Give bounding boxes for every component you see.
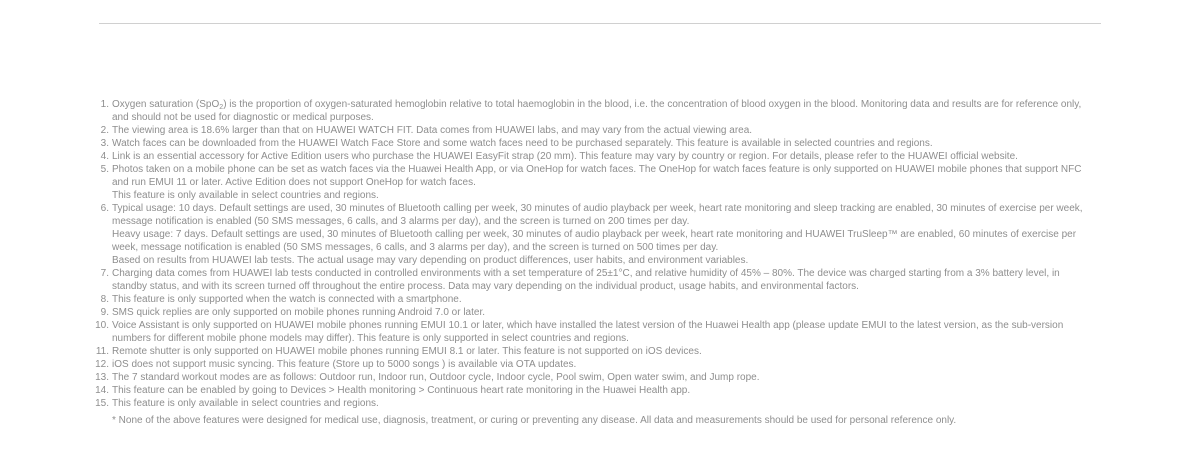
footnote-text: Voice Assistant is only supported on HUAWEI mobile phones running EMUI 10.1 or later, which have installed the latest version of the Huawei Health app (please update EMUI to the latest version, as the sub-version numbers for different mobile phone models may differ). This feature is only supported in select countries and regions.: [112, 320, 1064, 344]
footnote-text: Remote shutter is only supported on HUAWEI mobile phones running EMUI 8.1 or later. This feature is not supported on iOS devices.: [112, 346, 702, 357]
footnote-text: Typical usage: 10 days. Default settings are used, 30 minutes of Bluetooth calling per week, 30 minutes of audio playback per week, heart rate monitoring and sleep tracking are enabled, 30 minutes of exercise per week, message notification is enabled (50 SMS messages, 6 calls, and 3 alarms per day), and the screen is turned on 200 times per day.: [112, 203, 1083, 227]
footnote-number: 15.: [95, 398, 109, 409]
footnote-item: [100, 163, 1088, 202]
footnote-item: [100, 150, 1088, 163]
footnote-text: The 7 standard workout modes are as follows: Outdoor run, Indoor run, Outdoor cycle, Indoor cycle, Pool swim, Open water swim, and Jump rope.: [112, 372, 760, 383]
footnote-text: Watch faces can be downloaded from the HUAWEI Watch Face Store and some watch faces need to be purchased separately. This feature is available in selected countries and regions.: [112, 138, 933, 149]
footnote-number: 13.: [95, 372, 109, 383]
footnote-item: [95, 358, 1088, 371]
footnote-number: 10.: [95, 320, 109, 331]
footnote-number: 4.: [100, 151, 109, 162]
footnote-item: [95, 371, 1088, 384]
footnote-subscript: 2: [219, 104, 224, 111]
footnote-number: 12.: [95, 359, 109, 370]
footnote-number: 6.: [100, 203, 109, 214]
footnote-item: [100, 98, 1088, 124]
footnote-number: 7.: [100, 268, 109, 279]
footnote-item: [100, 137, 1088, 150]
footnote-text-start: Oxygen saturation (SpO: [112, 99, 220, 110]
footnote-text: This feature can be enabled by going to Devices > Health monitoring > Continuous heart rate monitoring in the Huawei Health app.: [112, 385, 691, 396]
footnote-text: Link is an essential accessory for Active Edition users who purchase the HUAWEI EasyFit strap (20 mm). This feature may vary by country or region. For details, please refer to the HUAWEI official website.: [112, 151, 1018, 162]
footnote-item: [95, 397, 1088, 410]
footnote-number: 5.: [100, 164, 109, 175]
footnote-text-end: ) is the proportion of oxygen-saturated hemoglobin relative to total haemoglobin in the blood, i.e. the concentration of blood oxygen in the blood. Monitoring data and results are for reference only, and should not be used for diagnostic or medical purposes.: [112, 99, 1082, 123]
footnote-number: 2.: [100, 125, 109, 136]
footnote-number: 11.: [95, 346, 109, 357]
footnote-number: 1.: [100, 99, 109, 110]
top-divider: [99, 23, 1101, 24]
footnote-text: The viewing area is 18.6% larger than that on HUAWEI WATCH FIT. Data comes from HUAWEI labs, and may vary from the actual viewing area.: [112, 125, 753, 136]
footnote-number: 3.: [100, 138, 109, 149]
footnote-subparagraph: Heavy usage: 7 days. Default settings are used, 30 minutes of Bluetooth calling per week, 30 minutes of audio playback per week, heart rate monitoring and HUAWEI TruSleep™ are enabled, 60 minutes of exercise per week, message notification is enabled (50 SMS messages, 6 calls, and 3 alarms per day), and the screen is turned on 500 times per day.: [112, 229, 1077, 253]
footnote-text: SMS quick replies are only supported on mobile phones running Android 7.0 or later.: [112, 307, 486, 318]
medical-disclaimer: * None of the above features were designed for medical use, diagnosis, treatment, or curing or preventing any disease. All data and measurements should be used for personal reference only.: [112, 415, 957, 426]
footnote-item: [95, 345, 1088, 358]
footnotes-list: [95, 98, 1088, 410]
footnote-number: 8.: [100, 294, 109, 305]
footnote-subparagraph: This feature is only available in select countries and regions.: [112, 190, 379, 201]
footnote-text: This feature is only supported when the watch is connected with a smartphone.: [112, 294, 462, 305]
footnote-item: [95, 319, 1088, 345]
footnote-number: 14.: [95, 385, 109, 396]
footnote-item: [100, 306, 1088, 319]
footnote-subparagraph: Based on results from HUAWEI lab tests. The actual usage may vary depending on product differences, user habits, and environment variables.: [112, 255, 749, 266]
footnote-item: [100, 293, 1088, 306]
footnote-item: [100, 124, 1088, 137]
footnote-text: This feature is only available in select countries and regions.: [112, 398, 379, 409]
footnote-item: [100, 267, 1088, 293]
footnote-text: Photos taken on a mobile phone can be set as watch faces via the Huawei Health App, or via OneHop for watch faces. The OneHop for watch faces feature is only supported on HUAWEI mobile phones that support NFC and run EMUI 11 or later. Active Edition does not support OneHop for watch faces.: [112, 164, 1082, 188]
footnote-number: 9.: [100, 307, 109, 318]
footnote-item: [95, 384, 1088, 397]
footnote-text: iOS does not support music syncing. This feature (Store up to 5000 songs ) is available via OTA updates.: [112, 359, 577, 370]
footnote-text: Charging data comes from HUAWEI lab tests conducted in controlled environments with a set temperature of 25±1°C, and relative humidity of 45% – 80%. The device was charged starting from a 3% battery level, in standby status, and with its screen turned off throughout the entire process. Data may vary depending on the individual product, usage habits, and environmental factors.: [112, 268, 1060, 292]
footnote-item: [100, 202, 1088, 267]
